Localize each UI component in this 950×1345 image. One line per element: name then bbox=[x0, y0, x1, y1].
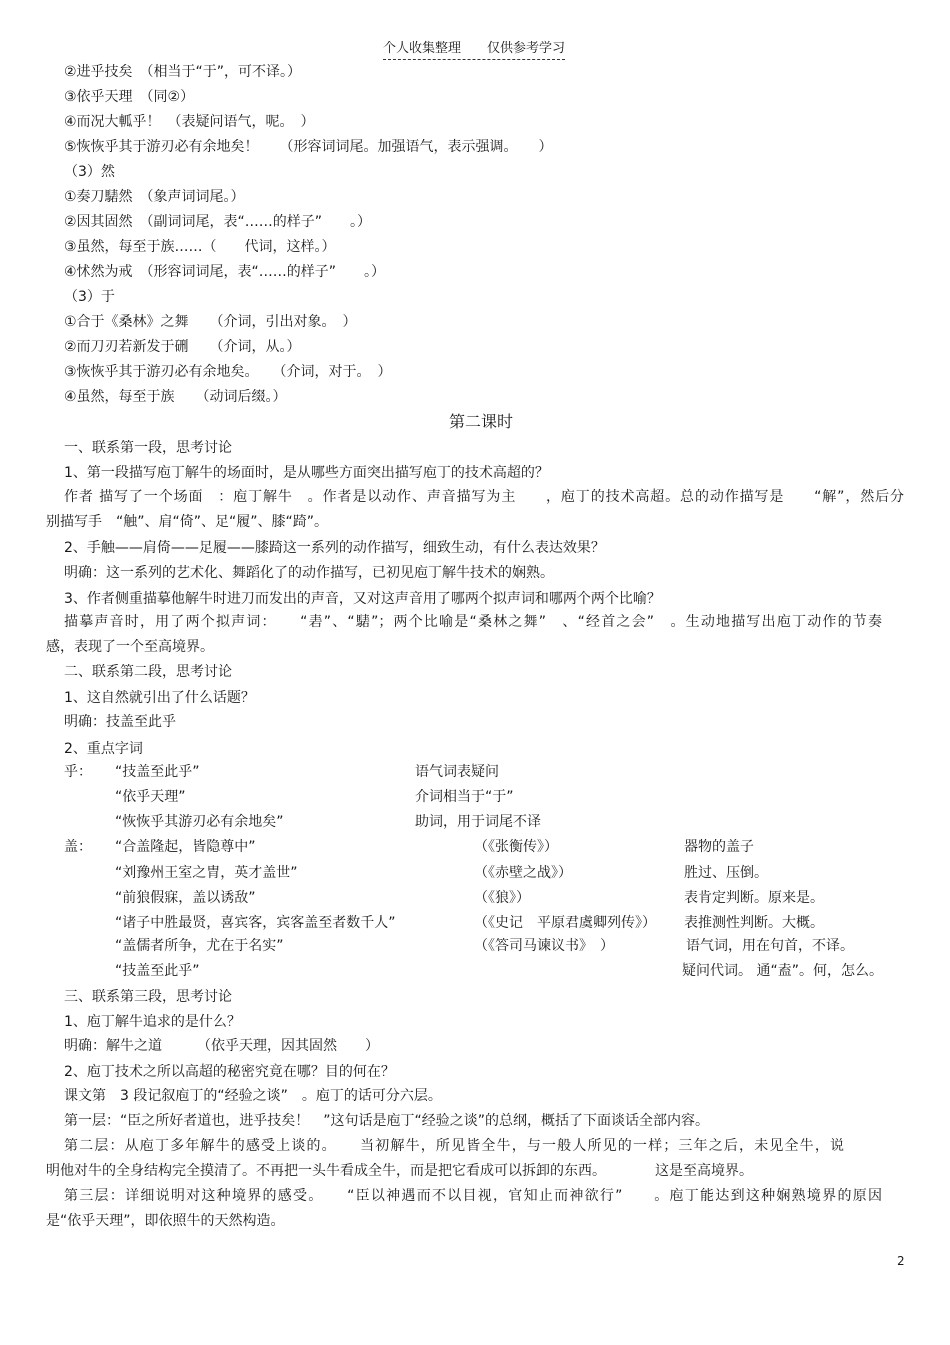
page-header: 个人收集整理 仅供参考学习 bbox=[383, 40, 565, 60]
example-sentence: “依乎天理” bbox=[115, 789, 186, 805]
paragraph-line: 第一层：“臣之所好者道也，进乎技矣！ ”这句话是庖丁“经验之谈”的总纲，概括了下面谈话全部内容。 bbox=[64, 1113, 710, 1129]
paragraph-line: 第二层：从庖丁多年解牛的感受上谈的。 当初解牛，所见皆全牛，与一般人所见的一样；三年之后，未见全牛，说 bbox=[64, 1138, 844, 1154]
paragraph-line: 课文第 3 段记叙庖丁的“经验之谈” 。庖丁的话可分六层。 bbox=[64, 1088, 442, 1104]
answer: 明确：解牛之道 （依乎天理，因其固然 ） bbox=[64, 1038, 379, 1054]
text-line: ①合于《桑林》之舞 （介词，引出对象。 ） bbox=[64, 314, 357, 330]
example-sentence: “前狼假寐，盖以诱敌” bbox=[115, 890, 256, 906]
text-line: ⑤恢恢乎其于游刃必有余地矣！ （形容词词尾。加强语气，表示强调。 ） bbox=[64, 139, 553, 155]
example-sentence: “技盖至此乎” bbox=[115, 963, 200, 979]
usage-note: 表推测性判断。大概。 bbox=[684, 915, 824, 931]
usage-note: 语气词，用在句首，不译。 bbox=[686, 938, 854, 954]
paragraph-line: 是“依乎天理”，即依照牛的天然构造。 bbox=[46, 1213, 285, 1229]
subheading: （3）然 bbox=[64, 164, 115, 180]
text-line: ②进乎技矣 （相当于“于”，可不译。） bbox=[64, 64, 302, 80]
paragraph-line: 明他对牛的全身结构完全摸清了。不再把一头牛看成全牛，而是把它看成可以拆卸的东西。 这是至高境界。 bbox=[46, 1163, 753, 1179]
text-line: ④而况大軱乎！ （表疑问语气，呢。 ） bbox=[64, 114, 315, 130]
usage-note: 疑问代词。 通“盍”。何，怎么。 bbox=[682, 963, 883, 979]
paragraph-line: 别描写手 “触”、肩“倚”、足“履”、膝“踦”。 bbox=[46, 514, 329, 530]
paragraph-line: 作者 描写了一个场面 ：庖丁解牛 。作者是以动作、声音描写为主 ，庖丁的技术高超。总的动作描写是 “解”，然后分 bbox=[64, 489, 904, 505]
paragraph-line: 描摹声音时，用了两个拟声词： “砉”、“騞”；两个比喻是“桑林之舞” 、“经首之会” 。生动地描写出庖丁动作的节奏 bbox=[64, 614, 882, 630]
text-line: ②因其固然 （副词词尾，表“……的样子” 。） bbox=[64, 214, 372, 230]
text-line: ④虽然，每至于族 （动词后缀。） bbox=[64, 389, 287, 405]
example-sentence: “盖儒者所争，尤在于名实” bbox=[115, 938, 284, 954]
section-title: 第二课时 bbox=[449, 412, 514, 431]
answer: 明确：这一系列的艺术化、舞蹈化了的动作描写，已初见庖丁解牛技术的娴熟。 bbox=[64, 565, 554, 581]
question: 2、庖丁技术之所以高超的秘密究竟在哪？目的何在？ bbox=[64, 1064, 395, 1080]
source-title: （《狼》） bbox=[474, 890, 530, 906]
source-title: （《史记 平原君虞卿列传》） bbox=[474, 915, 656, 931]
question: 1、庖丁解牛追求的是什么？ bbox=[64, 1014, 241, 1030]
word-label: 乎： bbox=[64, 764, 92, 780]
source-title: （《赤壁之战》） bbox=[474, 865, 572, 881]
section-heading: 三、联系第三段，思考讨论 bbox=[64, 989, 232, 1005]
text-line: ①奏刀騞然 （象声词词尾。） bbox=[64, 189, 245, 205]
usage-note: 表肯定判断。原来是。 bbox=[684, 890, 824, 906]
page-number: 2 bbox=[897, 1254, 905, 1268]
section-heading: 一、联系第一段，思考讨论 bbox=[64, 440, 232, 456]
example-sentence: “合盖隆起，皆隐尊中” bbox=[115, 839, 256, 855]
answer: 明确：技盖至此乎 bbox=[64, 714, 176, 730]
usage-note: 胜过、压倒。 bbox=[684, 865, 768, 881]
subheading: 2、重点字词 bbox=[64, 741, 143, 757]
usage-note: 器物的盖子 bbox=[684, 839, 754, 855]
text-line: ③虽然，每至于族……（ 代词，这样。） bbox=[64, 239, 336, 255]
question: 1、这自然就引出了什么话题？ bbox=[64, 690, 255, 706]
usage-note: 助词，用于词尾不译 bbox=[415, 814, 541, 830]
source-title: （《答司马谏议书》 ） bbox=[474, 938, 614, 954]
question: 2、手触——肩倚——足履——膝踦这一系列的动作描写，细致生动，有什么表达效果？ bbox=[64, 540, 605, 556]
usage-note: 介词相当于“于” bbox=[415, 789, 514, 805]
text-line: ④怵然为戒 （形容词词尾，表“……的样子” 。） bbox=[64, 264, 386, 280]
text-line: ③依乎天理 （同②） bbox=[64, 89, 195, 105]
paragraph-line: 第三层：详细说明对这种境界的感受。 “臣以神遇而不以目视，官知止而神欲行” 。庖丁能达到这种娴熟境界的原因 bbox=[64, 1188, 882, 1204]
text-line: ③恢恢乎其于游刃必有余地矣。 （介词，对于。 ） bbox=[64, 364, 392, 380]
paragraph-line: 感，表现了一个至高境界。 bbox=[46, 639, 214, 655]
example-sentence: “刘豫州王室之胄，英才盖世” bbox=[115, 865, 298, 881]
source-title: （《张衡传》） bbox=[474, 839, 558, 855]
section-heading: 二、联系第二段，思考讨论 bbox=[64, 664, 232, 680]
word-label: 盖： bbox=[64, 839, 92, 855]
question: 1、第一段描写庖丁解牛的场面时，是从哪些方面突出描写庖丁的技术高超的？ bbox=[64, 465, 549, 481]
subheading: （3）于 bbox=[64, 289, 115, 305]
example-sentence: “恢恢乎其游刃必有余地矣” bbox=[115, 814, 284, 830]
example-sentence: “诸子中胜最贤，喜宾客，宾客盖至者数千人” bbox=[115, 915, 396, 931]
example-sentence: “技盖至此乎” bbox=[115, 764, 200, 780]
text-line: ②而刀刃若新发于硎 （介词，从。） bbox=[64, 339, 301, 355]
usage-note: 语气词表疑问 bbox=[415, 764, 499, 780]
question: 3、作者侧重描摹他解牛时进刀而发出的声音，又对这声音用了哪两个拟声词和哪两个两个比喻？ bbox=[64, 591, 661, 607]
